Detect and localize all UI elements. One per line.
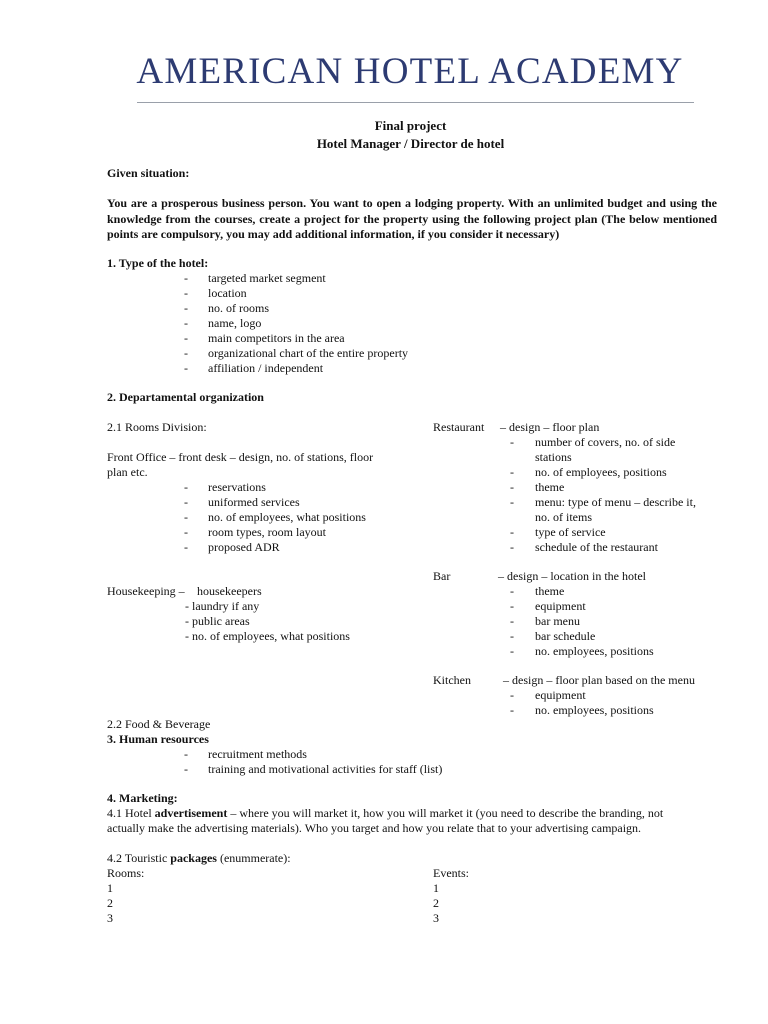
packages-line: 4.2 Touristic packages (enummerate):	[107, 851, 291, 865]
list-item: 3	[433, 911, 439, 925]
list-item: 3	[107, 911, 113, 925]
project-title: Final project	[374, 118, 447, 133]
front-office-list	[184, 480, 424, 555]
list-item: - proposed ADR	[184, 540, 280, 554]
list-item: - schedule of the restaurant	[510, 540, 658, 554]
list-item: - uniformed services	[184, 495, 300, 509]
list-item: - no. of employees, what positions	[184, 510, 366, 524]
bar-label: Bar	[433, 569, 451, 583]
advertisement-line-1: 4.1 Hotel advertisement – where you will market it, how you will market it (you need to describe the branding, not	[107, 806, 664, 820]
list-item: - no. of employees, what positions	[185, 629, 350, 643]
section-2-heading: 2. Departamental organization	[107, 390, 264, 404]
list-item: no. of items	[535, 510, 592, 524]
list-item: 1	[433, 881, 439, 895]
front-office-line-1: Front Office – front desk – design, no. of stations, floor	[107, 450, 374, 464]
given-situation-text: You are a prosperous business person. You want to open a lodging property. With an unlimited budget and using the knowledge from the courses, create a project for the property using the following project plan (The below mentioned points are compulsory, you may add additional information, if you consider it necessary)	[107, 196, 717, 241]
given-situation-heading: Given situation:	[107, 166, 190, 180]
list-item: - bar schedule	[510, 629, 596, 643]
list-item: - number of covers, no. of side	[510, 435, 676, 449]
list-item: - laundry if any	[185, 599, 260, 613]
list-item: - theme	[510, 584, 565, 598]
list-item: - training and motivational activities for staff (list)	[184, 762, 443, 776]
list-item: - theme	[510, 480, 565, 494]
list-item: stations	[535, 450, 572, 464]
restaurant-desc: – design – floor plan	[500, 420, 600, 434]
human-resources-list	[184, 747, 464, 777]
kitchen-desc: – design – floor plan based on the menu	[503, 673, 695, 687]
hotel-type-list	[184, 271, 444, 376]
list-item: - room types, room layout	[184, 525, 326, 539]
bar-list	[510, 584, 740, 659]
academy-logo-text: AMERICAN HOTEL ACADEMY	[136, 51, 684, 92]
list-item: - menu: type of menu – describe it,	[510, 495, 696, 509]
rooms-numbers	[107, 881, 113, 926]
list-item: - no. employees, positions	[510, 644, 654, 658]
list-item: - main competitors in the area	[184, 331, 345, 345]
list-item: - no. of rooms	[184, 301, 269, 315]
food-beverage-label: 2.2 Food & Beverage	[107, 717, 211, 731]
list-item: - organizational chart of the entire property	[184, 346, 409, 360]
list-item: - no. employees, positions	[510, 703, 654, 717]
kitchen-list	[510, 688, 740, 718]
list-item: 1	[107, 881, 113, 895]
housekeeping-label: Housekeeping –	[107, 584, 185, 598]
housekeeping-list	[185, 599, 350, 644]
restaurant-label: Restaurant	[433, 420, 485, 434]
list-item: - type of service	[510, 525, 606, 539]
list-item: 2	[433, 896, 439, 910]
events-numbers	[433, 881, 439, 926]
list-item: - recruitment methods	[184, 747, 307, 761]
list-item: - public areas	[185, 614, 250, 628]
list-item: - no. of employees, positions	[510, 465, 667, 479]
list-item: - affiliation / independent	[184, 361, 324, 375]
events-label: Events:	[433, 866, 469, 880]
restaurant-list	[510, 435, 740, 555]
rooms-label: Rooms:	[107, 866, 145, 880]
list-item: - equipment	[510, 688, 586, 702]
housekeeping-first-item: housekeepers	[197, 584, 262, 598]
header-divider	[137, 102, 694, 103]
list-item: - bar menu	[510, 614, 580, 628]
list-item: 2	[107, 896, 113, 910]
front-office-line-2: plan etc.	[107, 465, 148, 479]
list-item: - targeted market segment	[184, 271, 326, 285]
list-item: - reservations	[184, 480, 266, 494]
project-subtitle: Hotel Manager / Director de hotel	[316, 136, 505, 151]
list-item: - name, logo	[184, 316, 262, 330]
list-item: - location	[184, 286, 247, 300]
list-item: - equipment	[510, 599, 586, 613]
rooms-division-label: 2.1 Rooms Division:	[107, 420, 207, 434]
section-4-heading: 4. Marketing:	[107, 791, 178, 805]
advertisement-line-2: actually make the advertising materials). Who you target and how you relate that to your advertising campaign.	[107, 821, 642, 835]
kitchen-label: Kitchen	[433, 673, 471, 687]
bar-desc: – design – location in the hotel	[498, 569, 646, 583]
section-3-heading: 3. Human resources	[107, 732, 209, 746]
section-1-heading: 1. Type of the hotel:	[107, 256, 209, 270]
